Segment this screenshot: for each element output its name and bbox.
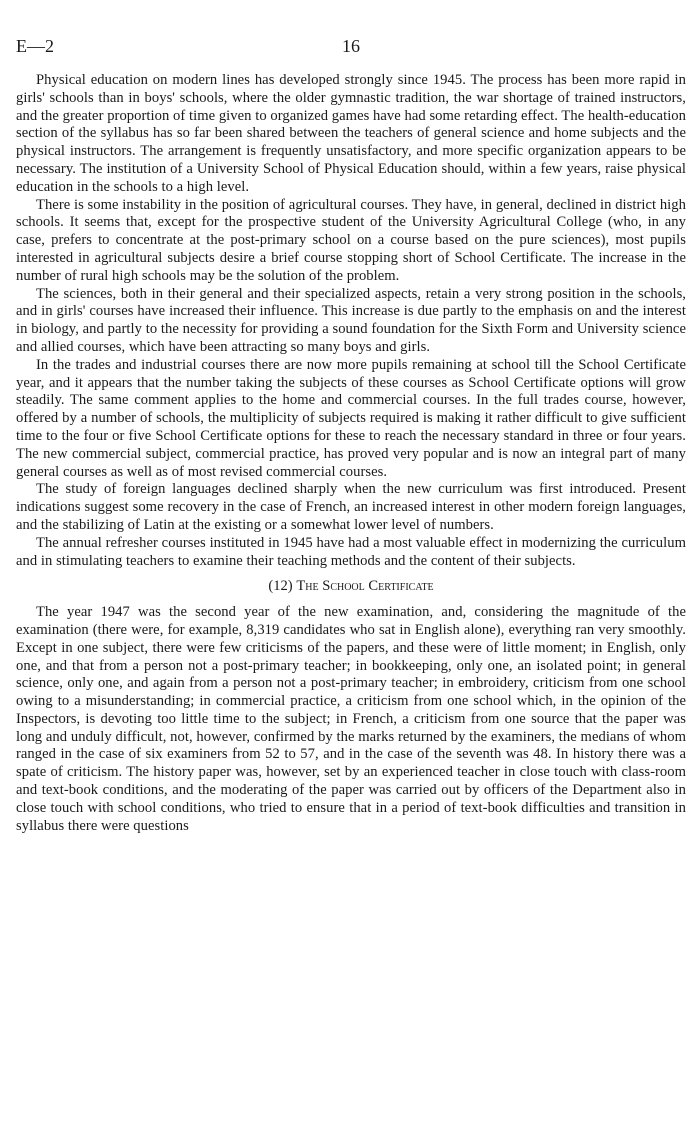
paragraph-sciences: The sciences, both in their general and their specialized aspects, retain a very strong position in the schools, and in girls' courses have increased their influence. This increase is due partly to the emphasis on and the interest in biology, and partly to the necessity for providing a sound foundation for the Sixth Form and University science and allied courses, which have been attracting so many boys and girls. bbox=[16, 285, 686, 355]
section-heading bbox=[16, 578, 686, 596]
body-text bbox=[16, 72, 686, 835]
paragraph-foreign-languages: The study of foreign languages declined sharply when the new curriculum was first introduced. Present indications suggest some recovery in the case of French, an increased interest in other modern foreign languages, and the stabilizing of Latin at the existing or a somewhat lower level of numbers. bbox=[16, 481, 686, 533]
page-header bbox=[16, 36, 686, 62]
paragraph-physical-education: Physical education on modern lines has developed strongly since 1945. The process has been more rapid in girls' schools than in boys' schools, where the older gymnastic tradition, the war shortage of trained instructors, and the greater proportion of time given to organized games have had some retarding effect. The health-education section of the syllabus has so far been shared between the teachers of general science and home subjects and the physical instructors. The arrangement is frequently unsatisfactory, and more specific organization appears to be necessary. The institution of a University School of Physical Education should, within a few years, raise physical education in the schools to a high level. bbox=[16, 72, 686, 195]
paragraph-refresher-courses: The annual refresher courses instituted in 1945 have had a most valuable effect in modernizing the curriculum and in stimulating teachers to examine their teaching methods and the content of their subjects. bbox=[16, 534, 686, 569]
paragraph-agricultural-courses: There is some instability in the position of agricultural courses. They have, in general, declined in district high schools. It seems that, except for the prospective student of the University Agricultural College (who, in any case, prefers to concentrate at the post-primary school on a course based on the pure sciences), most pupils interested in agricultural subjects desire a brief course stopping short of School Certificate. The increase in the number of rural high schools may be the solution of the problem. bbox=[16, 196, 686, 284]
page-number: 16 bbox=[342, 36, 360, 56]
report-code: E—2 bbox=[16, 36, 54, 56]
section-number: (12) bbox=[268, 578, 293, 595]
section-title: The School Certificate bbox=[296, 578, 434, 595]
paragraph-school-certificate: The year 1947 was the second year of the new examination, and, considering the magnitude of the examination (there were, for example, 8,319 candidates who sat in English alone), everything ran very smoothly. Except in one subject, there were few criticisms of the papers, and these were of little moment; in English, only one, and that from a person not a post-primary teacher; in bookkeeping, only one, an isolated point; in general science, only one, and again from a person not a post-primary teacher; in embroidery, criticism from one school owing to a misunderstanding; in commercial practice, a criticism from one school which, in the opinion of the Inspectors, is devoting too little time to the subject; in French, a criticism from one source that the paper was long and unduly difficult, not, however, confirmed by the marks returned by the examiners, the medians of whom ranged in the case of six examiners from 52 to 57, and in the case of the seventh was 48. In history there was a spate of criticism. The history paper was, however, set by an experienced teacher in close touch with class-room and text-book conditions, and the moderating of the paper was carried out by officers of the Department also in close touch with school conditions, who tried to ensure that in a period of text-book difficulties and transition in syllabus there were questions bbox=[16, 604, 686, 834]
paragraph-trades-courses: In the trades and industrial courses there are now more pupils remaining at school till the School Certificate year, and it appears that the number taking the subjects of these courses as School Certificate options will grow steadily. The same comment applies to the home and commercial courses. In the full trades course, however, offered by a number of schools, the multiplicity of subjects required is making it rather difficult to give sufficient time to the four or five School Certificate options for these to reach the necessary standard in three or four years. The new commercial subject, commercial practice, has proved very popular and is now an integral part of many general courses as well as of most revised commercial courses. bbox=[16, 356, 686, 480]
